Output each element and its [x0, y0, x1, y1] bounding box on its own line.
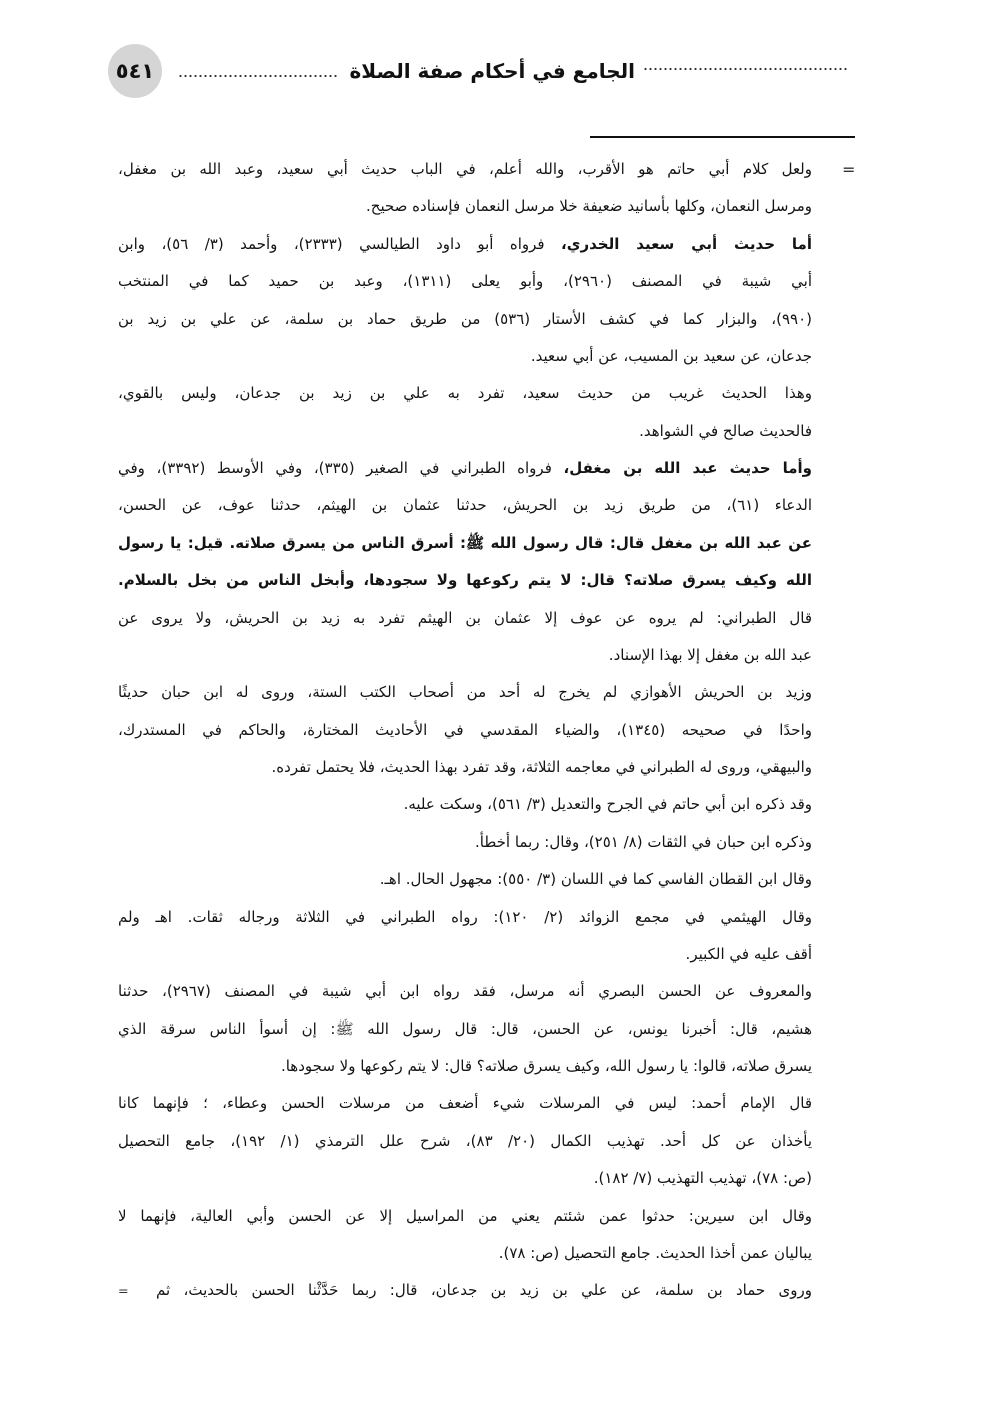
text-line: ومرسل النعمان، وكلها بأسانيد ضعيفة خلا مرسل النعمان فإسناده صحيح. — [366, 197, 812, 216]
text-line: عبد الله بن مغفل إلا بهذا الإسناد. — [608, 645, 812, 664]
text-line: وقال الهيثمي في مجمع الزوائد (٢/ ١٢٠): رواه الطبراني في الثلاثة ورجاله ثقات. اهـ ولم — [118, 907, 812, 926]
paragraph — [118, 1198, 812, 1273]
footnote-separator-rule — [590, 136, 855, 138]
text-line: واحدًا في صحيحه (١٣٤٥)، والضياء المقدسي في الأحاديث المختارة، والحاكم في المستدرك، — [118, 720, 812, 739]
paragraph — [118, 1272, 812, 1310]
line-text: وروى حماد بن سلمة، عن علي بن زيد بن جدعان، قال: ربما حَدَّثْنا الحسن بالحديث، ثم — [156, 1281, 812, 1300]
continued-footnote-mark: = — [842, 160, 856, 179]
paragraph — [118, 861, 812, 898]
book-title: الجامع في أحكام صفة الصلاة — [349, 59, 635, 83]
paragraph — [118, 786, 812, 823]
hadith-text-line — [118, 525, 812, 562]
text-line — [118, 226, 812, 263]
page-number: ٥٤١ — [115, 59, 155, 83]
hadith-text-line — [118, 562, 812, 599]
footnote-body — [118, 151, 812, 1311]
text-line: أبي شيبة في المصنف (٢٩٦٠)، وأبو يعلى (١٣١١)، وعبد بن حميد كما في المنتخب — [118, 272, 812, 291]
bold-lead: وأما حديث عبد الله بن مغفل، — [563, 459, 813, 477]
paragraph — [118, 450, 812, 600]
text-line: والبيهقي، وروى له الطبراني في معاجمه الثلاثة، وقد تفرد بهذا الحديث، فلا يحتمل تفرده. — [271, 758, 812, 776]
paragraph — [118, 375, 812, 450]
text-line: ولعل كلام أبي حاتم هو الأقرب، والله أعلم، في الباب حديث أبي سعيد، وعبد الله بن مغفل، — [118, 160, 812, 178]
running-header — [108, 44, 848, 98]
text-line — [118, 1272, 812, 1310]
text-line: قال الإمام أحمد: ليس في المرسلات شيء أضعف من مرسلات الحسن وعطاء، ؛ فإنهما كانا — [118, 1094, 812, 1113]
paragraph — [118, 151, 812, 226]
paragraph — [118, 1085, 812, 1197]
text-line: قال الطبراني: لم يروه عن عوف إلا عثمان بن الهيثم تفرد به زيد بن الحريش، ولا يروى عن — [118, 608, 812, 627]
bold-hadith: عن عبد الله بن مغفل قال: قال رسول الله ﷺ: أسرق الناس من يسرق صلاته. قيل: يا رسول — [118, 533, 812, 552]
paragraph — [118, 226, 812, 376]
text-line: وزيد بن الحريش الأهوازي لم يخرج له أحد من أصحاب الكتب الستة، وروى له ابن حبان حديثًا — [118, 683, 812, 702]
text-line: أقف عليه في الكبير. — [685, 944, 812, 963]
paragraph — [118, 973, 812, 1085]
text-line: وقد ذكره ابن أبي حاتم في الجرح والتعديل (٣/ ٥٦١)، وسكت عليه. — [403, 795, 812, 814]
text-line: (٩٩٠)، والبزار كما في كشف الأستار (٥٣٦) من طريق حماد بن سلمة، عن علي بن زيد بن — [118, 309, 812, 328]
text-line — [118, 450, 812, 487]
dotted-leader-right — [643, 67, 848, 71]
dotted-leader-left — [178, 74, 338, 78]
bold-hadith: الله وكيف يسرق صلاته؟ قال: لا يتم ركوعها ولا سجودها، وأبخل الناس من بخل بالسلام. — [118, 571, 812, 590]
text-line: (ص: ٧٨)، تهذيب التهذيب (٧/ ١٨٢). — [593, 1169, 812, 1188]
bold-lead: أما حديث أبي سعيد الخدري، — [561, 234, 812, 253]
text-line: والمعروف عن الحسن البصري أنه مرسل، فقد رواه ابن أبي شيبة في المصنف (٢٩٦٧)، حدثنا — [118, 982, 812, 1001]
text-line: يأخذان عن كل أحد. تهذيب الكمال (٢٠/ ٨٣)، شرح علل الترمذي (١/ ١٩٢)، جامع التحصيل — [118, 1131, 813, 1150]
text-line: جدعان، عن سعيد بن المسيب، عن أبي سعيد. — [530, 346, 812, 365]
line-text: فرواه الطبراني في الصغير (٣٣٥)، وفي الأوسط (٣٣٩٢)، وفي — [118, 459, 552, 477]
text-line: وقال ابن القطان الفاسي كما في اللسان (٣/ ٥٥٠): مجهول الحال. اهـ. — [379, 870, 812, 889]
text-line: الدعاء (٦١)، من طريق زيد بن الحريش، حدثنا عثمان بن الهيثم، حدثنا عوف، عن الحسن، — [118, 496, 812, 515]
paragraph — [118, 600, 812, 675]
paragraph — [118, 899, 812, 974]
paragraph — [118, 824, 812, 861]
text-line: فالحديث صالح في الشواهد. — [639, 421, 812, 440]
paragraph — [118, 674, 812, 786]
text-line: وقال ابن سيرين: حدثوا عمن شئتم يعني من المراسيل إلا عن الحسن وأبي العالية، فإنهما لا — [118, 1206, 812, 1225]
text-line: وذكره ابن حبان في الثقات (٨/ ٢٥١)، وقال: ربما أخطأ. — [474, 832, 812, 851]
line-text: فرواه أبو داود الطيالسي (٢٣٣٣)، وأحمد (٣/ ٥٦)، وابن — [118, 234, 545, 253]
text-line: يسرق صلاته، قالوا: يا رسول الله، وكيف يسرق صلاته؟ قال: لا يتم ركوعها ولا سجودها. — [280, 1057, 812, 1075]
continues-footnote-mark: = — [118, 1284, 129, 1300]
text-line: وهذا الحديث غريب من حديث سعيد، تفرد به علي بن زيد بن جدعان، وليس بالقوي، — [118, 384, 812, 403]
text-line: هشيم، قال: أخبرنا يونس، عن الحسن، قال: قال رسول الله ﷺ: إن أسوأ الناس سرقة الذي — [118, 1019, 812, 1038]
text-line: يباليان عمن أخذا الحديث. جامع التحصيل (ص: ٧٨). — [498, 1243, 812, 1262]
page-number-badge — [108, 44, 162, 98]
